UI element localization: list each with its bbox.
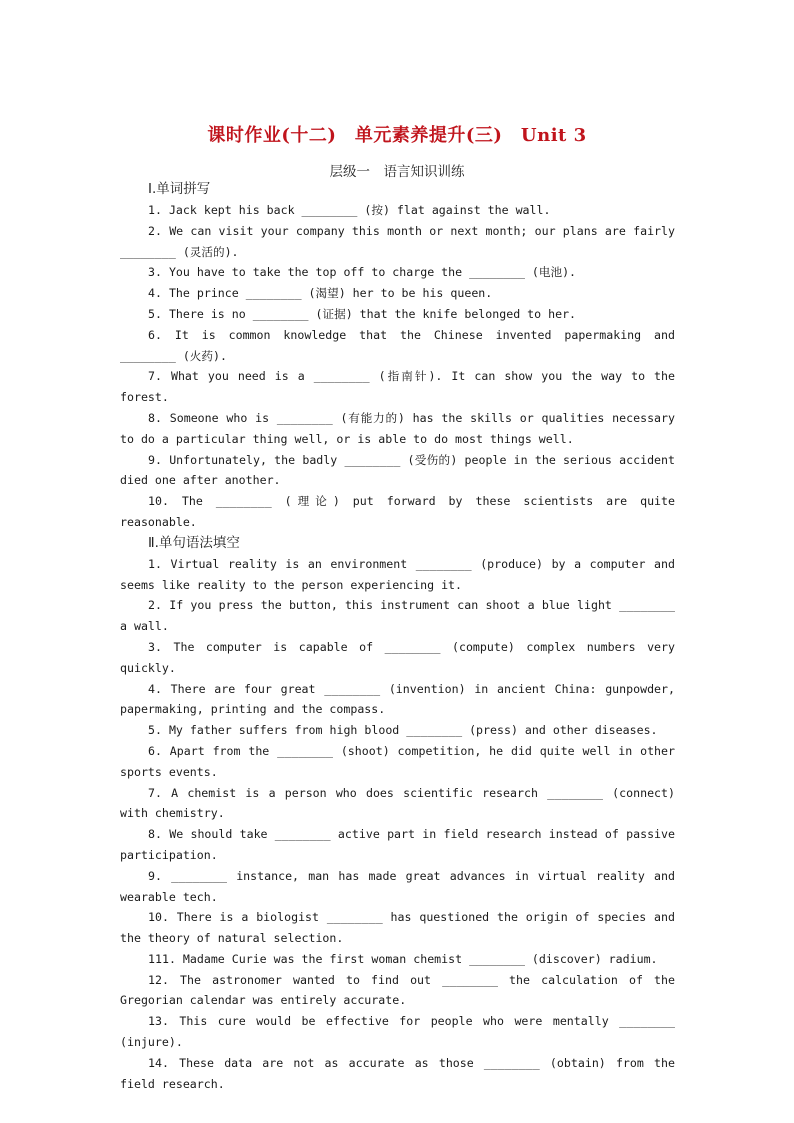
grammar-question-12: 12. The astronomer wanted to find out ________ the calculation of the Gregorian calendar was entirely accurate. [120,972,675,1008]
section-heading-spelling: Ⅰ.单词拼写 [148,181,211,197]
spelling-question-7: 7. What you need is a ________ (指南针). It can show you the way to the forest. [120,369,675,405]
grammar-question-7: 7. A chemist is a person who does scientific research ________ (connect) with chemistry. [120,785,675,821]
grammar-question-1: 1. Virtual reality is an environment ________ (produce) by a computer and seems like reality to the person experiencing it. [120,556,675,592]
page-title: 课时作业(十二) 单元素养提升(三) Unit 3 [207,125,587,146]
spelling-question-9: 9. Unfortunately, the badly ________ (受伤的) people in the serious accident died one after another. [120,452,675,488]
grammar-question-6: 6. Apart from the ________ (shoot) competition, he did quite well in other sports events. [120,743,675,779]
spelling-question-10: 10. The ________ (理论) put forward by these scientists are quite reasonable. [120,494,675,529]
spelling-question-6: 6. It is common knowledge that the Chinese invented papermaking and ________ (火药). [120,327,675,363]
grammar-question-13: 13. This cure would be effective for people who were mentally ________ (injure). [120,1014,675,1050]
level-subtitle: 层级一 语言知识训练 [329,164,465,180]
spelling-question-5: 5. There is no ________ (证据) that the knife belonged to her. [148,306,577,321]
spelling-question-8: 8. Someone who is ________ (有能力的) has the skills or qualities necessary to do a particular thing well, or is able to do most things well. [120,410,675,446]
grammar-question-14: 14. These data are not as accurate as those ________ (obtain) from the field research. [120,1055,675,1091]
spelling-question-3: 3. You have to take the top off to charge the ________ (电池). [148,265,577,280]
section-heading-grammar: Ⅱ.单句语法填空 [148,534,240,551]
spelling-question-4: 4. The prince ________ (渴望) her to be his queen. [148,286,493,301]
grammar-question-9: 9. ________ instance, man has made great advances in virtual reality and wearable tech. [120,868,675,904]
spelling-question-2: 2. We can visit your company this month or next month; our plans are fairly ________ (灵活的). [120,223,675,259]
grammar-question-8: 8. We should take ________ active part in field research instead of passive participation. [120,827,675,862]
grammar-question-3: 3. The computer is capable of ________ (compute) complex numbers very quickly. [120,639,675,675]
grammar-question-2: 2. If you press the button, this instrument can shoot a blue light ________ a wall. [120,598,675,634]
grammar-question-10: 10. There is a biologist ________ has questioned the origin of species and the theory of natural selection. [120,910,675,946]
worksheet-content [120,179,675,1094]
grammar-question-5: 5. My father suffers from high blood ________ (press) and other diseases. [148,723,658,738]
grammar-question-4: 4. There are four great ________ (invention) in ancient China: gunpowder, papermaking, printing and the compass. [120,681,675,717]
grammar-question-11: 111. Madame Curie was the first woman chemist ________ (discover) radium. [148,951,658,966]
spelling-question-1: 1. Jack kept his back ________ (按) flat against the wall. [148,203,551,217]
